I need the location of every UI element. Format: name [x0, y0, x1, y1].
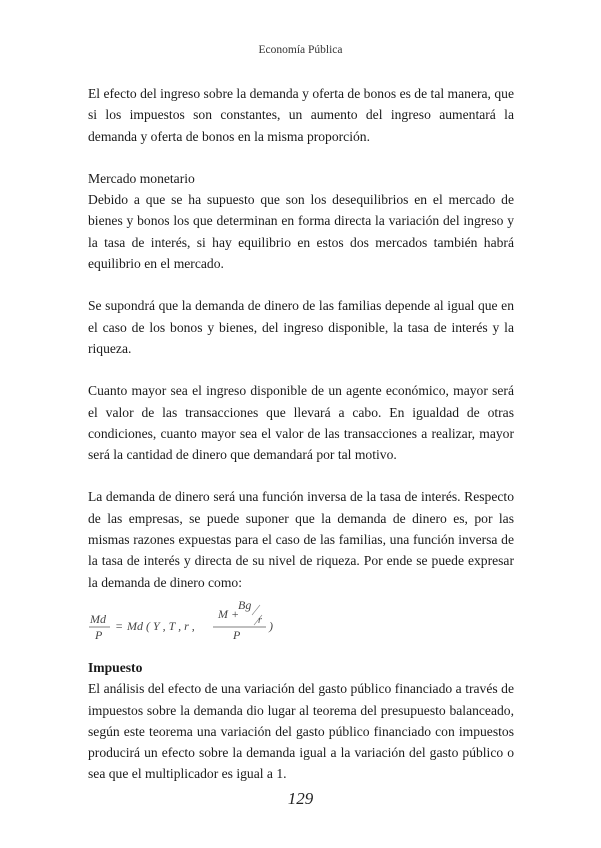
formula-numerator-r: r: [258, 614, 262, 626]
paragraph-balanced-budget: El análisis del efecto de una variación del gasto público financiado a través de impuestos sobre la demanda dio lugar al teorema del presupuesto balanceado, según este teorema una variación del gasto público financiado con impuestos producirá un efecto sobre la demanda igual a la variación del gasto público o sea que el multiplicador es igual a 1.: [88, 681, 514, 782]
paragraph-gap: [88, 147, 514, 168]
paragraph-interest-inverse: La demanda de dinero será una función inversa de la tasa de interés. Respecto de las empresas, se puede suponer que la demanda de dinero es, por las mismas razones expuestas para el caso de las familias, una función inversa de la tasa de interés y directa de su nivel de riqueza. Por ende se puede expresar la demanda de dinero como:: [88, 489, 514, 590]
money-demand-formula: [88, 597, 514, 655]
formula-equals: =: [115, 618, 124, 633]
paragraph-bond-income-effect: El efecto del ingreso sobre la demanda y oferta de bonos es de tal manera, que si los impuestos son constantes, un aumento del ingreso aumentará la demanda y oferta de bonos en la misma proporción.: [88, 86, 514, 144]
formula-lhs-numerator: Md: [90, 611, 106, 626]
page-number: 129: [287, 789, 314, 808]
paragraph-household-demand: Se supondrá que la demanda de dinero de las familias depende al igual que en el caso de los bonos y bienes, del ingreso disponible, la tasa de interés y la riqueza.: [88, 298, 514, 356]
formula-graphic: [88, 597, 514, 655]
paragraph-equilibrium: Debido a que se ha supuesto que son los desequilibrios en el mercado de bienes y bonos los que determinan en forma directa la variación del ingreso y la tasa de interés, si hay equilibrio en estos dos mercados también habrá equilibrio en el mercado.: [88, 192, 514, 272]
formula-lhs-denominator: P: [95, 627, 103, 642]
page-content: [88, 83, 514, 785]
formula-numerator-bg: Bg: [238, 597, 252, 612]
formula-numerator-m: M +: [218, 606, 240, 621]
section-heading-money-market: Mercado monetario: [88, 170, 195, 186]
formula-function-head: Md ( Y , T , r ,: [127, 618, 195, 633]
paragraph-gap: [88, 359, 514, 380]
formula-denominator: P: [233, 627, 241, 642]
paragraph-transactions: Cuanto mayor sea el ingreso disponible de un agente económico, mayor será el valor de las transacciones que llevará a cabo. En igualdad de otras condiciones, cuanto mayor sea el valor de las transacciones a realizar, mayor será la cantidad de dinero que demandará por tal motivo.: [88, 383, 514, 463]
running-head: Economía Pública: [258, 44, 343, 56]
section-heading-tax: Impuesto: [88, 659, 143, 675]
paragraph-gap: [88, 274, 514, 295]
paragraph-gap: [88, 465, 514, 486]
formula-close-paren: ): [269, 618, 273, 633]
formula-slash-upper: [252, 605, 260, 615]
